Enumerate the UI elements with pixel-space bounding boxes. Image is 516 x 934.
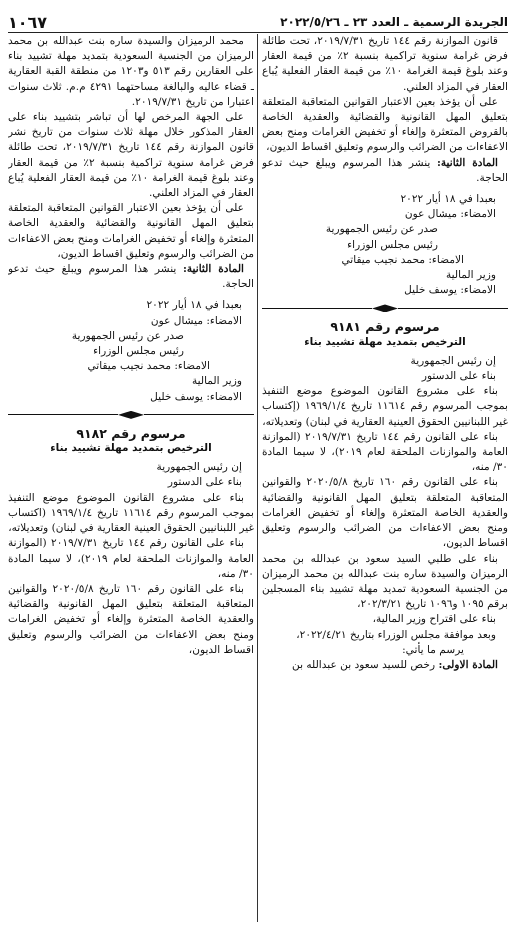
finance-minister-title: وزير المالية (445, 269, 496, 282)
running-title: الجريدة الرسمية ـ العدد ٢٣ ـ ٢٠٢٢/٥/٢٦ (280, 14, 508, 29)
decree-subtitle: الترخيص بتمديد مهلة تشييد بناء (304, 335, 466, 348)
issued-line: صدر عن رئيس الجمهورية (71, 329, 184, 342)
signature-president: الامضاء: ميشال عون (404, 208, 496, 221)
paragraph: إن رئيس الجمهورية (156, 461, 242, 474)
article-text: رخص للسيد سعود بن عبدالله بن (292, 658, 439, 671)
issued-line: صدر عن رئيس الجمهورية (325, 223, 438, 236)
paragraph: بناء على طلبي السيد سعود بن عبدالله بن محمد الرميزان والسيدة ساره بنت عبدالله بن محمد الرميزان من الجنسية السعودية تمديد مهلة تشييد بناء المسجلين برقم ١٠٩٥ و١٠٩٦ تاريخ ٢٠٢/٣/٢١، (262, 552, 508, 611)
section-separator (8, 408, 254, 422)
decree-title: مرسوم رقم ٩١٨٢ (76, 425, 186, 441)
article-one (262, 658, 508, 673)
paragraph: بناء على مشروع القانون الموضوع موضع التنفيذ بموجب المرسوم رقم ١١٦١٤ تاريخ ١٩٦٩/١/٤ (إكتساب غير اللبنانيين الحقوق العينية العقارية في لبنان) وتعديلاته، (262, 385, 508, 428)
paragraph: على الجهة المرخص لها أن تباشر بتشييد بناء على العقار المذكور خلال مهلة ثلاث سنوات من تاريخ نشر قانون الموازنة رقم ١٤٤ تاريخ ٢٠١٩/٧/٣١، تحت طائلة فرض غرامة سنوية تراكمية بنسبة ٢٪ من قيمة العقار وعند بلوغ قيمة الغرامة ١٠٪ من قيمة العقار الفعلية يُباع العقار في المزاد العلني. (8, 111, 254, 200)
decree-title: مرسوم رقم ٩١٨١ (330, 319, 440, 335)
decree-subtitle: الترخيص بتمديد مهلة تشييد بناء (50, 442, 212, 455)
section-separator (262, 301, 508, 315)
paragraph: بناء على الدستور (167, 476, 242, 489)
paragraph: وبعد موافقة مجلس الوزراء بتاريخ ٢٠٢٢/٤/٢١، (296, 628, 496, 641)
paragraph: على أن يؤخذ بعين الاعتبار القوانين المتعاقبة المتعلقة بتعليق المهل القانونية والقضائية والعقدية الخاصة بالقروض المتعثرة وإلغاء أو تخفيض الغرامات ومنح بعض الاعفاءات من الضرائب والرسوم وتعليق اقساط الديون، (262, 95, 508, 154)
signing-date: بعبدا في ١٨ أيار ٢٠٢٢ (400, 193, 496, 206)
paragraph: يرسم ما يأتي: (402, 643, 464, 656)
signature-pm: الامضاء: محمد نجيب ميقاتي (87, 360, 210, 373)
pm-title: رئيس مجلس الوزراء (93, 345, 184, 358)
signature-president: الامضاء: ميشال عون (150, 314, 242, 327)
article-two (262, 156, 508, 186)
paragraph: بناء على اقتراح وزير المالية، (372, 613, 496, 626)
signature-pm: الامضاء: محمد نجيب ميقاتي (341, 253, 464, 266)
right-column (262, 34, 508, 926)
pm-title: رئيس مجلس الوزراء (347, 238, 438, 251)
paragraph: محمد الرميزان والسيدة ساره بنت عبدالله بن محمد الرميزان من الجنسية السعودية بتمديد مهلة تشييد بناء على العقارين رقم ٥١٣ و١٢٠٣ من منطقة القبة العقارية ـ قضاء عاليه والبالغة مساحتهما ٤٢٩١ م.م. ثلاث سنوات اعتبارا من تاريخ ٢٠١٩/٧/٣١. (8, 35, 254, 108)
paragraph: على أن يؤخذ بعين الاعتبار القوانين المتعاقبة المتعلقة بتعليق المهل القانونية والقضائية والعقدية الخاصة المتعثرة وإلغاء أو تخفيض الغرامات ومنح بعض الاعفاءات من الضرائب والرسوم وتعليق اقساط الديون، (8, 202, 254, 260)
column-divider (257, 34, 258, 922)
article-label: المادة الثانية: (436, 156, 498, 169)
article-two (8, 262, 254, 292)
signature-finance: الامضاء: يوسف خليل (150, 390, 242, 403)
paragraph: بناء على القانون رقم ١٤٤ تاريخ ٢٠١٩/٧/٣١ (الموازنة العامة والموازنات الملحقة لعام ٢٠١٩)، لا سيما المادة ٣٠/ منه، (8, 537, 254, 580)
paragraph: بناء على الدستور (421, 370, 496, 383)
page-header (8, 6, 508, 33)
paragraph: قانون الموازنة رقم ١٤٤ تاريخ ٢٠١٩/٧/٣١، تحت طائلة فرض غرامة سنوية تراكمية بنسبة ٢٪ من قيمة العقار وعند بلوغ قيمة الغرامة ١٠٪ من قيمة العقار الفعلية يُباع العقار في المزاد العلني. (262, 35, 508, 93)
signature-finance: الامضاء: يوسف خليل (404, 284, 496, 297)
paragraph: بناء على القانون رقم ١٦٠ تاريخ ٢٠٢٠/٥/٨ والقوانين المتعاقبة المتعلقة بتعليق المهل القانونية والقضائية والعقدية الخاصة المتعثرة وإلغاء أو تخفيض الغرامات ومنح بعض الاعفاءات من الضرائب والرسوم وتعليق اقساط الديون، (8, 582, 254, 656)
article-text: ينشر هذا المرسوم ويبلغ حيث تدعو الحاجة. (8, 263, 254, 291)
article-text: ينشر هذا المرسوم ويبلغ حيث تدعو الحاجة. (262, 156, 508, 184)
paragraph: بناء على القانون رقم ١٦٠ تاريخ ٢٠٢٠/٥/٨ والقوانين المتعاقبة المتعلقة بتعليق المهل القانونية والقضائية والعقدية الخاصة المتعثرة وإلغاء أو تخفيض الغرامات ومنح بعض الاعفاءات من الضرائب والرسوم وتعليق اقساط الديون، (262, 476, 508, 550)
article-label: المادة الثانية: (182, 263, 244, 276)
paragraph: بناء على القانون رقم ١٤٤ تاريخ ٢٠١٩/٧/٣١ (الموازنة العامة والموازنات الملحقة لعام ٢٠١٩)، لا سيما المادة ٣٠/ منه، (262, 430, 508, 474)
left-column (8, 34, 254, 926)
paragraph: إن رئيس الجمهورية (410, 354, 496, 367)
signing-date: بعبدا في ١٨ أيار ٢٠٢٢ (146, 299, 242, 312)
article-label: المادة الاولى: (438, 658, 498, 671)
page-number: ١٠٦٧ (8, 12, 48, 32)
finance-minister-title: وزير المالية (191, 375, 242, 388)
paragraph: بناء على مشروع القانون الموضوع موضع التنفيذ بموجب المرسوم رقم ١١٦١٤ تاريخ ١٩٦٩/١/٤ (اكتساب غير اللبنانيين الحقوق العينية العقارية في لبنان) وتعديلاته، (8, 491, 254, 535)
